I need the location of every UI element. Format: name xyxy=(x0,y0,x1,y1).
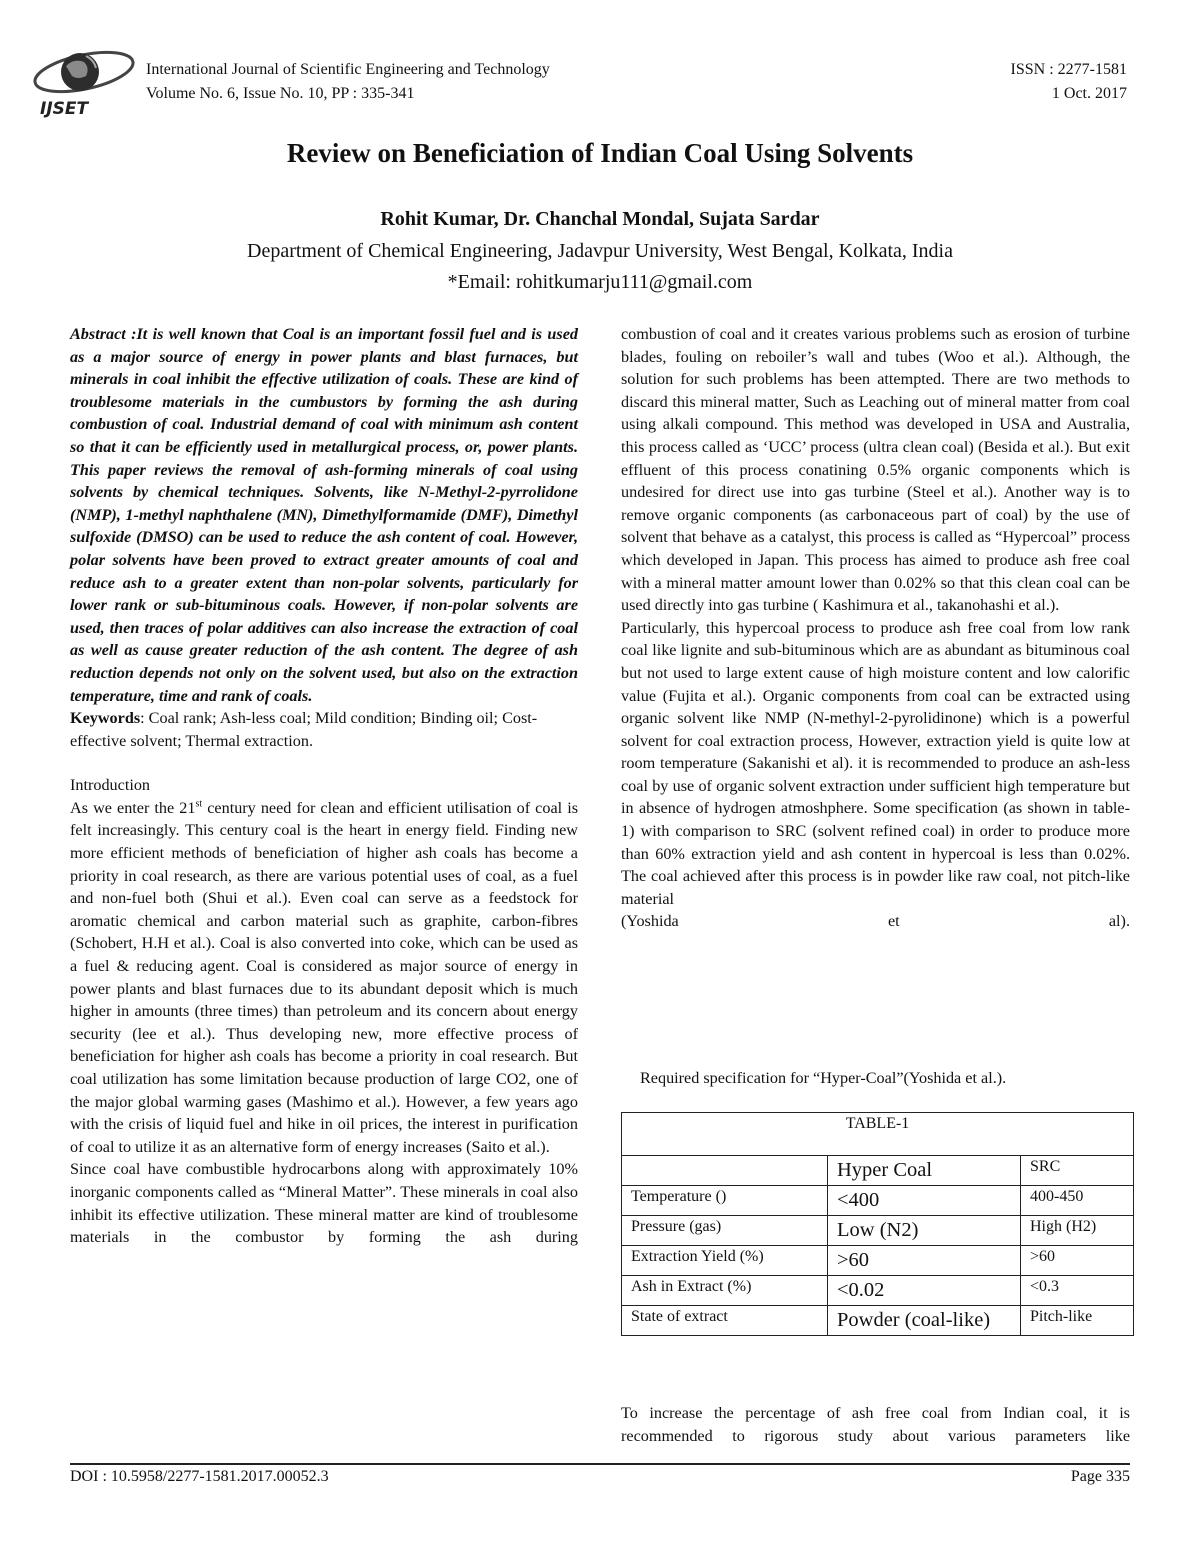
intro-paragraph-2: Since coal have combustible hydrocarbons along with approximately 10% inorganic components called as “Mineral Matter”. These minerals in coal also inhibit its effective utilization. These mineral matter are kind of troublesome materials in the combustor by forming the ash during xyxy=(70,1160,578,1247)
right-column xyxy=(621,323,1130,933)
keywords-text: : Coal rank; Ash-less coal; Mild condition; Binding oil; Cost-effective solvent; Thermal extraction. xyxy=(70,709,538,750)
abstract: Abstract :It is well known that Coal is an important fossil fuel and is used as a major source of energy in power plants and blast furnaces, but minerals in coal inhibit the effective utilization of coals. These are kind of troublesome materials in the cumbustors by forming the ash during combustion of coal. Industrial demand of coal with minimum ash content so that it can be efficiently used in metallurgical process, or, power plants. This paper reviews the removal of ash-forming minerals of coal using solvents by chemical techniques. Solvents, like N-Methyl-2-pyrrolidone (NMP), 1-methyl naphthalene (MN), Dimethylformamide (DMF), Dimethyl sulfoxide (DMSO) can be used to reduce the ash content of coal. However, polar solvents have been proved to extract greater amounts of coal and reduce ash to a greater extent than non-polar solvents, particularly for lower rank or sub-bituminous coals. However, if non-polar solvents are used, then traces of polar additives can also increase the extraction of coal as well as cause greater reduction of the ash content. The degree of ash reduction depends not only on the solvent used, but also on the extraction temperature, time and rank of coals. xyxy=(70,325,578,705)
journal-logo xyxy=(28,42,140,122)
journal-name: International Journal of Scientific Engineering and Technology xyxy=(146,61,550,78)
table-cell: Pressure (gas) xyxy=(622,1216,828,1246)
table-cell: High (H2) xyxy=(1021,1216,1134,1246)
spec-table xyxy=(621,1112,1134,1336)
issn: ISSN : 2277-1581 xyxy=(1010,61,1127,78)
table-header-cell xyxy=(622,1156,828,1186)
author-email: *Email: rohitkumarju111@gmail.com xyxy=(447,271,753,293)
keywords-label: Keywords xyxy=(70,709,141,728)
table-header-cell: SRC xyxy=(1021,1156,1134,1186)
table-row xyxy=(622,1276,1134,1306)
logo-text: IJSET xyxy=(40,99,89,119)
table-cell: Extraction Yield (%) xyxy=(622,1246,828,1276)
table-cell: <0.3 xyxy=(1021,1276,1134,1306)
right-paragraph-3: To increase the percentage of ash free coal from Indian coal, it is recommended to rigorous study about various parameters like xyxy=(621,1404,1130,1445)
right-paragraph-2: Particularly, this hypercoal process to produce ash free coal from low rank coal like lignite and sub-bituminous which are as abundant as bituminous coal but not used to large extent cause of high moisture content and low calorific value (Fujita et al.). Organic components from coal can be extracted using organic solvent like NMP (N-methyl-2-pyrolidinone) which is a powerful solvent for coal extraction process, However, extraction yield is quite low at room temperature (Sakanishi et al). it is recommended to produce an ash-less coal by use of organic solvent extraction under sufficient high temperature but in absence of hydrogen atmoshphere. Some specification (as shown in table-1) with comparison to SRC (solvent refined coal) in order to produce more than 60% extraction yield and ash content in hypercoal is less than 0.02%. The coal achieved after this process is in powder like raw coal, not pitch-like material xyxy=(621,618,1130,908)
table-row xyxy=(622,1306,1134,1336)
table-cell: Ash in Extract (%) xyxy=(622,1276,828,1306)
right-paragraph-1: combustion of coal and it creates various problems such as erosion of turbine blades, fouling on reboiler’s wall and tubes (Woo et al.). Although, the solution for such problems has been attempted. There are two methods to discard this mineral matter, Such as Leaching out of mineral matter from coal using alkali compound. This method was developed in USA and Australia, this process called as ‘UCC’ process (ultra clean coal) (Besida et al.). But exit effluent of this process conatining 0.5% organic components which is undesired for direct use into gas turbine (Steel et al.). Another way is to remove organic components (as carbonaceous part of coal) by the use of solvent that behave as a catalyst, this process is called as “Hypercoal” process which developed in Japan. This process has aimed to produce ash free coal with a mineral matter amount lower than 0.02% so that this clean coal can be used directly into gas turbine ( Kashimura et al., takanohashi et al.). xyxy=(621,325,1130,615)
section-heading-introduction: Introduction xyxy=(70,776,151,795)
table-cell: >60 xyxy=(1021,1246,1134,1276)
intro-p1-start: As we enter the 21 xyxy=(70,798,196,817)
intro-p1-sup: st xyxy=(195,798,203,810)
table-cell: Low (N2) xyxy=(828,1216,1021,1246)
table-header-row xyxy=(622,1156,1134,1186)
table-cell: <400 xyxy=(828,1186,1021,1216)
paper-title: Review on Beneficiation of Indian Coal Using Solvents xyxy=(286,138,914,168)
right-column-bottom xyxy=(621,1402,1130,1447)
table-cell: <0.02 xyxy=(828,1276,1021,1306)
table-header-cell: Hyper Coal xyxy=(828,1156,1021,1186)
page-number: Page 335 xyxy=(1070,1468,1130,1485)
keywords xyxy=(70,707,578,752)
table-cell: State of extract xyxy=(622,1306,828,1336)
table-row xyxy=(622,1246,1134,1276)
table-cell: Temperature () xyxy=(622,1186,828,1216)
issue-date: 1 Oct. 2017 xyxy=(1051,85,1127,102)
table-cell: Powder (coal-like) xyxy=(828,1306,1021,1336)
intro-p1-rest: century need for clean and efficient utilisation of coal is felt increasingly. This century coal is the heart in energy field. Finding new more efficient methods of beneficiation of higher ash coals has become a priority in coal research, as there are various potential uses of coal, as a fuel and non-fuel both (Shui et al.). Even coal can serve as a feedstock for aromatic chemical and carbon material such as graphite, carbon-fibres (Schobert, H.H et al.). Coal is also converted into coke, which can be used as a fuel & reducing agent. Coal is considered as major source of energy in power plants and blast furnaces due to its abundant deposit which is much higher in amounts (three times) than petroleum and its concern about energy security (lee et al.). Thus developing new, more effective process of beneficiation for higher ash coals has become a priority in coal research. But coal utilization has some limitation because production of large CO2, one of the major global warming gases (Mashimo et al.). However, a few years ago with the crisis of liquid fuel and hike in oil prices, the interest in purification of coal to utilize it as an alternative form of energy increases (Saito et al.). xyxy=(70,798,579,1156)
journal-meta xyxy=(1011,58,1127,106)
left-column xyxy=(70,323,578,1249)
table-cell: 400-450 xyxy=(1021,1186,1134,1216)
table-row xyxy=(622,1216,1134,1246)
right-paragraph-2-last-line: (Yoshida et al). xyxy=(621,912,1130,931)
intro-paragraph-1 xyxy=(70,797,578,1159)
journal-header xyxy=(146,58,550,106)
table-caption: Required specification for “Hyper-Coal”(Yoshida et al.). xyxy=(640,1069,1007,1087)
table-cell: >60 xyxy=(828,1246,1021,1276)
volume-info: Volume No. 6, Issue No. 10, PP : 335-341 xyxy=(146,85,415,102)
table-row xyxy=(622,1186,1134,1216)
table-title-row xyxy=(622,1113,1134,1156)
doi: DOI : 10.5958/2277-1581.2017.00052.3 xyxy=(70,1468,329,1485)
authors: Rohit Kumar, Dr. Chanchal Mondal, Sujata Sardar xyxy=(380,208,820,230)
table-title: TABLE-1 xyxy=(622,1113,1134,1156)
footer-divider xyxy=(70,1463,1130,1465)
table-cell: Pitch-like xyxy=(1021,1306,1134,1336)
affiliation: Department of Chemical Engineering, Jadavpur University, West Bengal, Kolkata, India xyxy=(247,240,953,262)
